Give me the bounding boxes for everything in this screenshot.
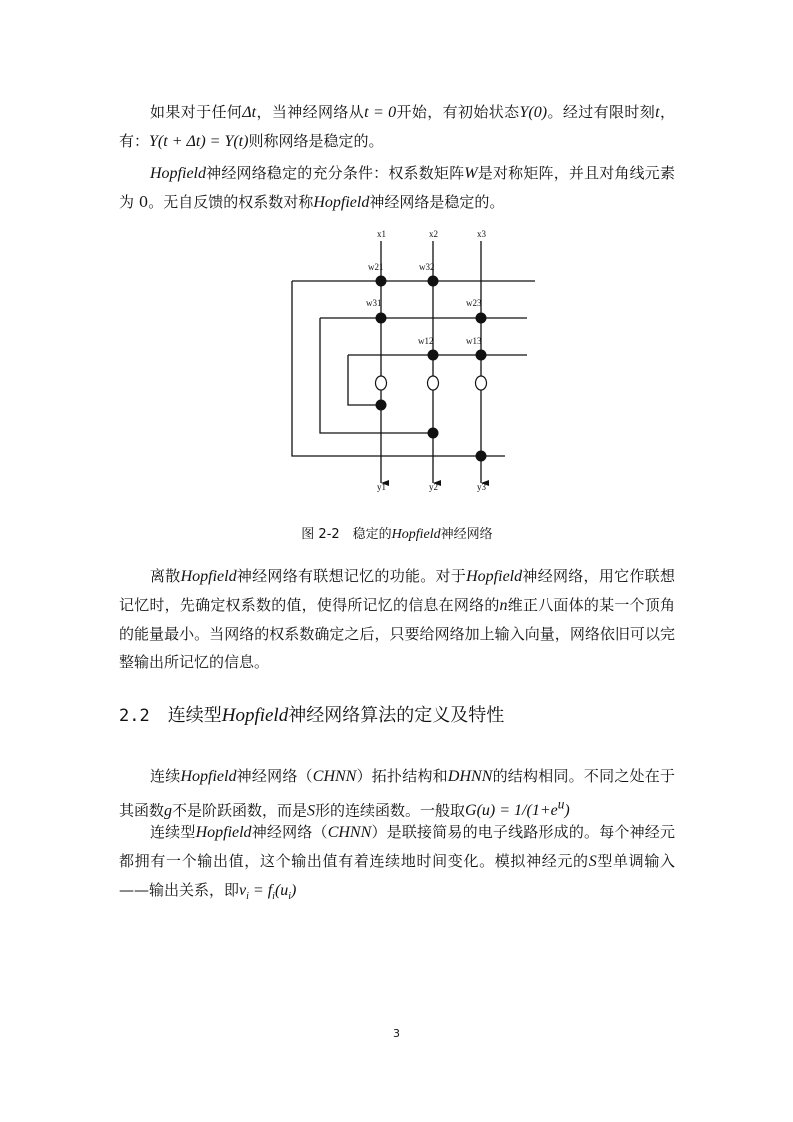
text: ）是联接简易的电子线路形成的。每个神经元都拥有一个输出值，这个输出值有着连续地时间变化。模拟神经元的 xyxy=(119,823,675,870)
page-number: 3 xyxy=(393,1027,400,1040)
section-number: 2.2 xyxy=(119,706,150,726)
term-hopfield: Hopfield xyxy=(180,768,237,785)
equation-subscript: i xyxy=(246,891,249,903)
equation-part: = f xyxy=(248,882,273,899)
term-chnn: CHNN xyxy=(312,768,357,785)
text: 图 2-2 稳定的 xyxy=(301,527,392,542)
text: 离散 xyxy=(150,567,181,585)
text: 型单调输入——输出关系，即 xyxy=(119,852,675,899)
neuron-node xyxy=(428,376,439,390)
text: 神经网络稳定的充分条件：权系数矩阵 xyxy=(206,164,465,182)
input-label-x3: x3 xyxy=(477,229,486,239)
term-hopfield: Hopfield xyxy=(221,705,289,726)
text: 神经网络有联想记忆的功能。对于 xyxy=(236,567,467,585)
term-hopfield: Hopfield xyxy=(180,568,237,585)
math-delta-t: Δt xyxy=(242,104,257,121)
hopfield-network-diagram xyxy=(0,0,793,520)
equation-subscript: i xyxy=(288,891,292,903)
output-label-y2: y2 xyxy=(429,482,438,492)
text: 连续 xyxy=(150,767,181,785)
math-io-equation xyxy=(239,882,297,903)
paragraph-chnn-circuit xyxy=(119,818,675,911)
text: 神经网络 xyxy=(440,527,493,542)
equation-exponent: u xyxy=(557,797,565,812)
loop-node xyxy=(476,451,487,462)
term-hopfield: Hopfield xyxy=(466,568,523,585)
input-label-x1: x1 xyxy=(377,229,386,239)
text: 不是阶跃函数，而是 xyxy=(172,801,308,820)
text: 神经网络（ xyxy=(251,823,328,841)
weight-node xyxy=(428,350,439,361)
math-t-zero: t = 0 xyxy=(364,104,397,121)
term-hopfield: Hopfield xyxy=(391,527,441,542)
term-hopfield: Hopfield xyxy=(195,824,252,841)
text: 的结构相同。不同之处在于其函数 xyxy=(119,767,675,820)
math-s: S xyxy=(588,853,597,870)
math-w: W xyxy=(464,165,478,182)
math-sigmoid-equation xyxy=(465,797,570,820)
weight-label: w12 xyxy=(418,336,434,346)
weight-node xyxy=(376,313,387,324)
weight-label: w32 xyxy=(419,262,435,272)
math-y-zero: Y(0) xyxy=(519,104,548,121)
weight-label: w31 xyxy=(366,298,382,308)
term-hopfield: Hopfield xyxy=(313,194,370,211)
output-label-y1: y1 xyxy=(377,482,386,492)
equation-part: G(u) = 1/(1+e xyxy=(465,802,558,820)
text: 形的连续函数。一般取 xyxy=(315,801,466,820)
weight-node xyxy=(476,350,487,361)
math-t: t xyxy=(655,104,660,121)
math-s: S xyxy=(307,802,316,820)
term-dhnn: DHNN xyxy=(447,768,493,785)
text: 神经网络是稳定的。 xyxy=(369,193,505,211)
math-stability-equation: Y(t + Δt) = Y(t) xyxy=(149,133,249,150)
paragraph-associative-memory xyxy=(119,562,675,676)
text: ，有： xyxy=(119,103,675,150)
math-n: n xyxy=(499,597,508,614)
equation-subscript: i xyxy=(272,891,275,903)
weight-label: w23 xyxy=(466,298,482,308)
term-chnn: CHNN xyxy=(327,824,372,841)
loop-node xyxy=(428,428,439,439)
text: 开始，有初始状态 xyxy=(396,103,520,121)
text: 连续型 xyxy=(167,705,222,726)
text: 神经网络，用它作联想记忆时，先确定权系数的值，使得所记忆的信息在网络的 xyxy=(119,567,675,614)
neuron-node xyxy=(376,376,387,390)
paragraph-chnn-topology xyxy=(119,762,675,825)
weight-node xyxy=(376,276,387,287)
weight-node xyxy=(476,313,487,324)
text: ）拓扑结构和 xyxy=(356,767,448,785)
text: 则称网络是稳定的。 xyxy=(248,132,384,150)
neuron-node xyxy=(476,376,487,390)
section-heading xyxy=(119,701,504,727)
loop-node xyxy=(376,400,387,411)
feedback-loop-2 xyxy=(320,318,433,433)
output-label-y3: y3 xyxy=(477,482,486,492)
equation-part: ) xyxy=(564,802,570,820)
weight-label: w13 xyxy=(466,336,482,346)
figure-caption xyxy=(119,523,675,543)
math-g: g xyxy=(164,802,173,820)
equation-part: ) xyxy=(291,882,297,899)
text: 维正八面体的某一个顶角的能量最小。当网络的权系数确定之后，只要给网络加上输入向量，网络依旧可以完整输出所记忆的信息。 xyxy=(119,596,675,671)
equation-part: v xyxy=(239,882,247,899)
input-label-x2: x2 xyxy=(429,229,438,239)
text: 神经网络算法的定义及特性 xyxy=(288,705,505,726)
text: 是对称矩阵，并且对角线元素为 0。无自反馈的权系数对称 xyxy=(119,164,675,211)
text: ，当神经网络从 xyxy=(256,103,365,121)
text: 如果对于任何 xyxy=(150,103,243,121)
weight-node xyxy=(428,276,439,287)
equation-part: (u xyxy=(274,882,289,899)
text: 神经网络（ xyxy=(236,767,313,785)
text: 连续型 xyxy=(150,823,196,841)
text: 。经过有限时刻 xyxy=(547,103,656,121)
weight-label: w21 xyxy=(368,262,384,272)
term-hopfield: Hopfield xyxy=(150,165,206,182)
